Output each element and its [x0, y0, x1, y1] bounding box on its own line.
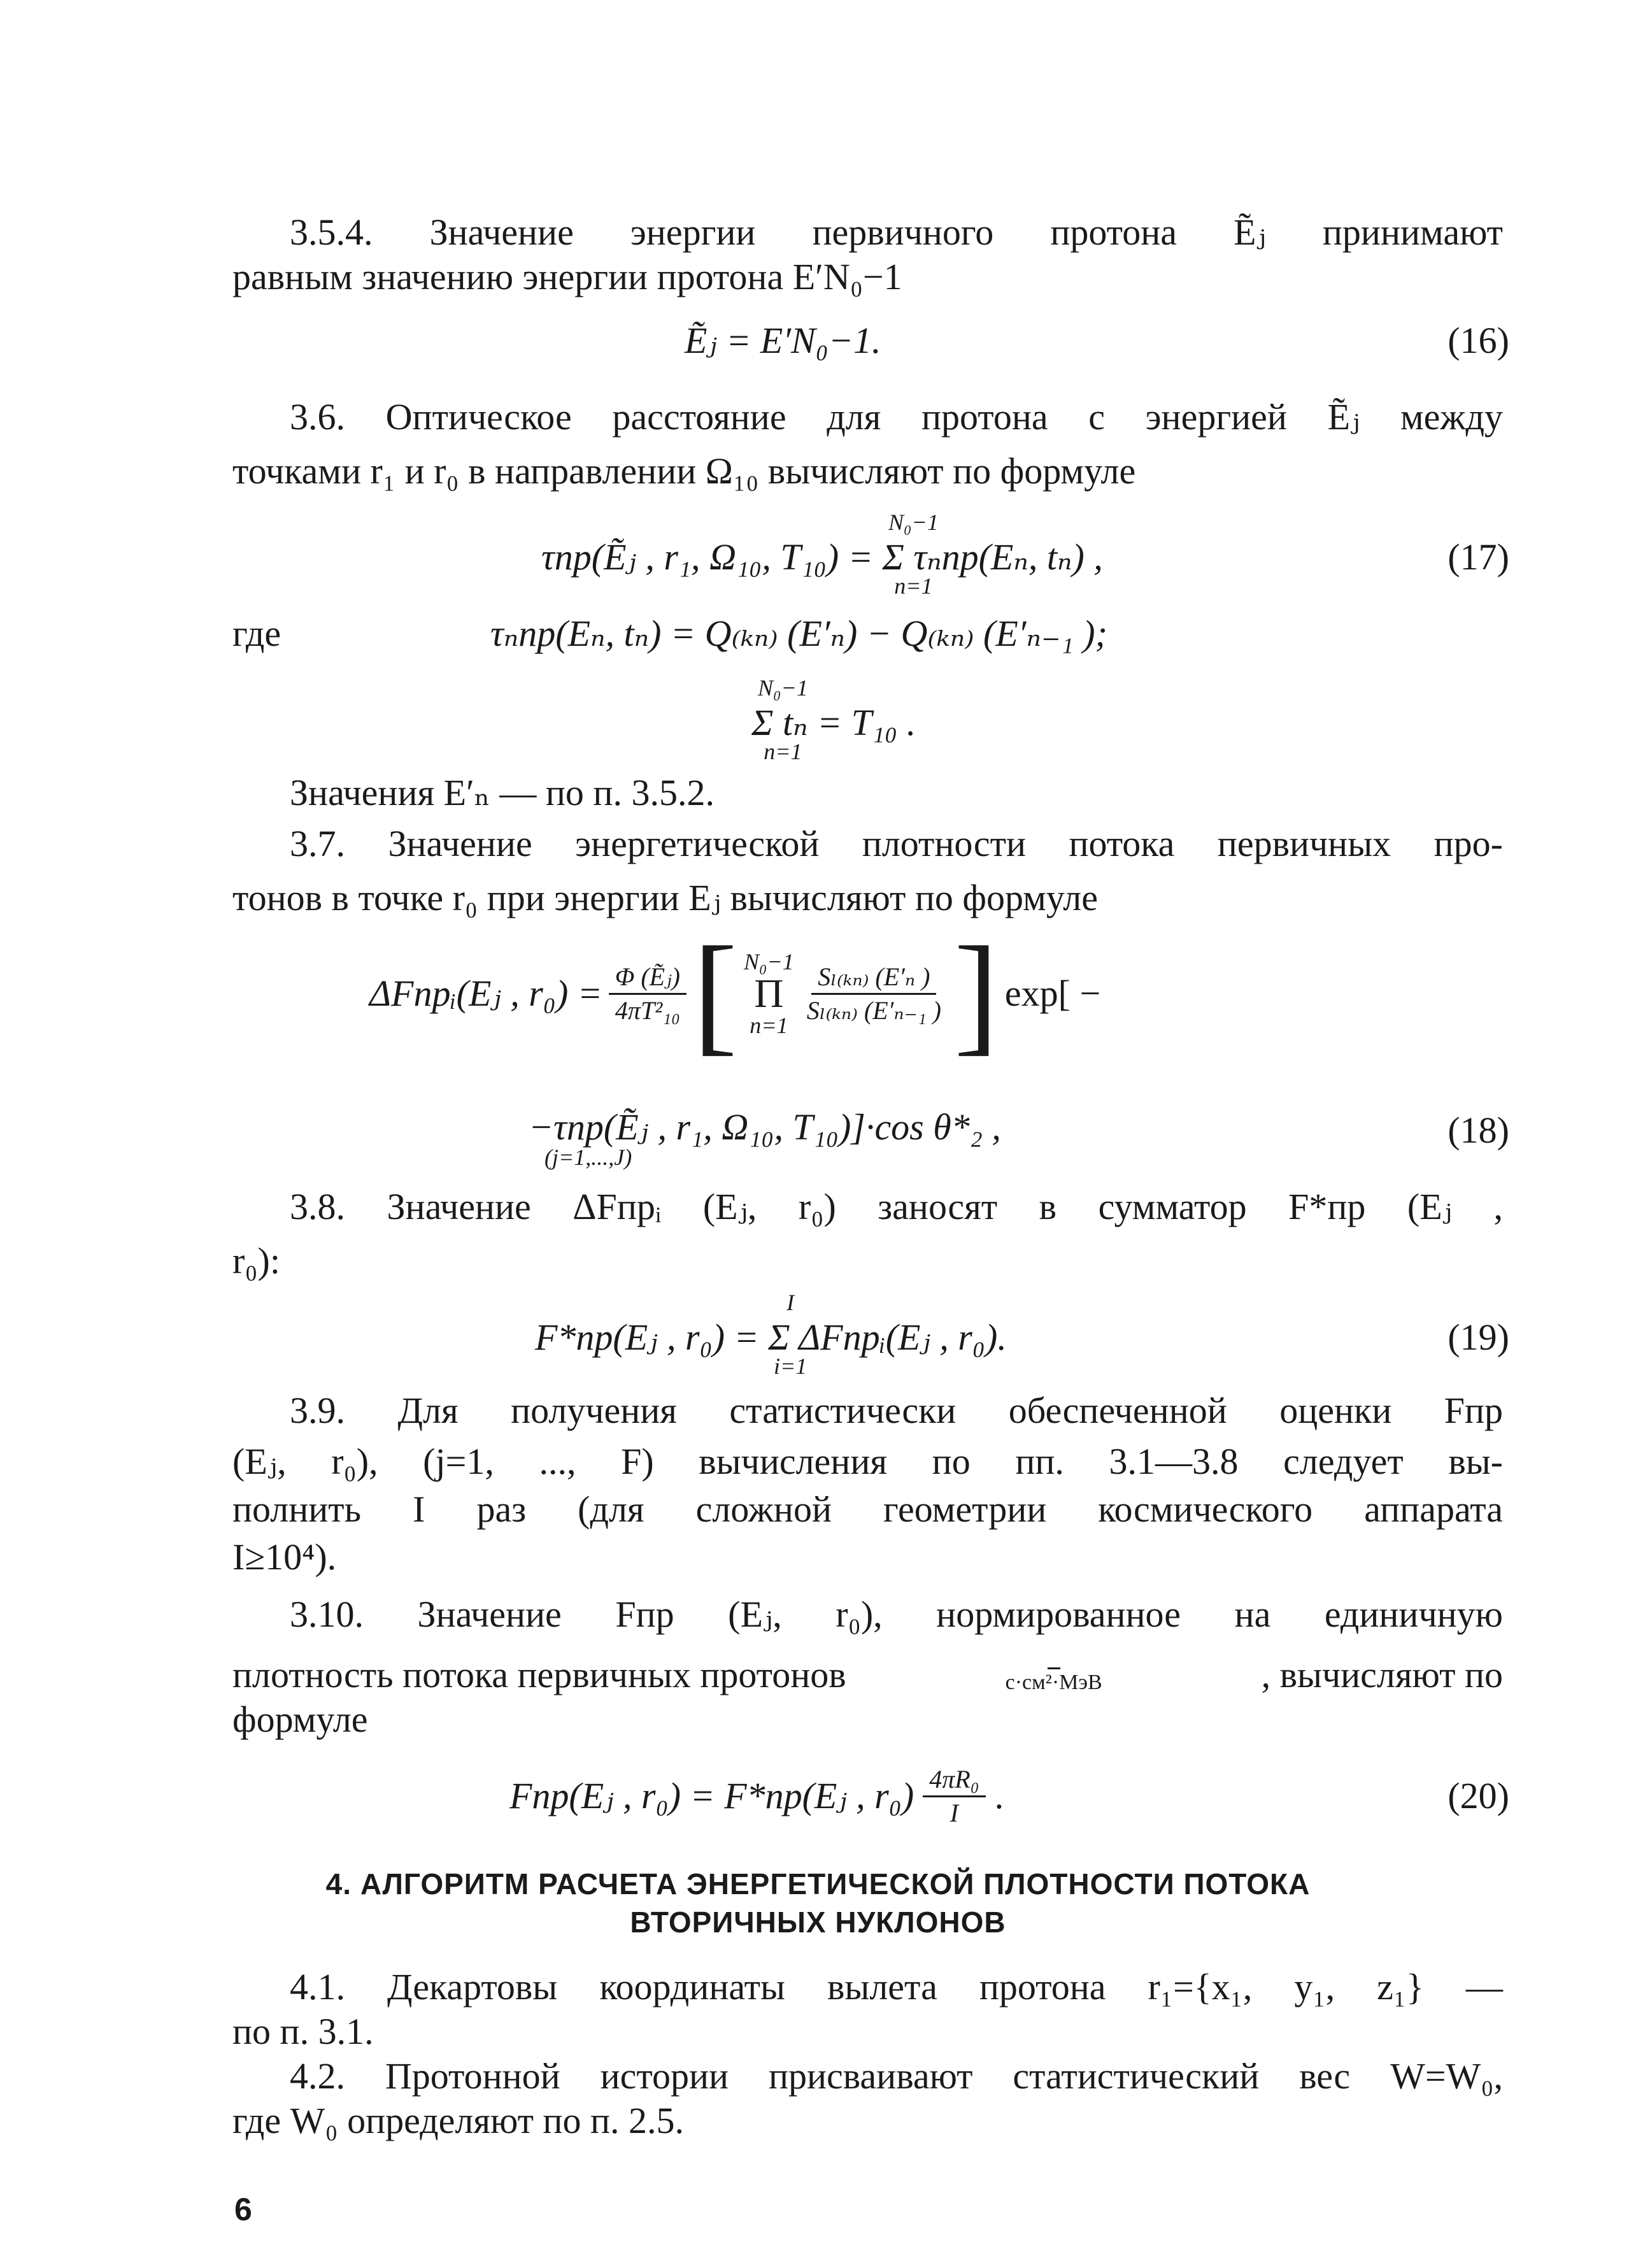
equation-number-19: (19) — [1448, 1316, 1509, 1358]
equation-number-17: (17) — [1448, 536, 1509, 578]
para-4-1-line1: 4.1. Декартовы координаты вылета протона r₁={x₁, y₁, z₁} — — [290, 1966, 1503, 2008]
equation-18-right-bracket: ] — [953, 920, 999, 1067]
equation-18-ratio — [800, 961, 948, 1027]
para-3-8-line2: r₀): — [232, 1240, 280, 1281]
para-3-10-line1: 3.10. Значение Fпр (Eⱼ, r₀), нормированное на единичную — [290, 1594, 1503, 1635]
flux-unit-den: с·см²·МэВ — [1005, 1670, 1102, 1694]
equation-18-lhs: ΔFпрᵢ(Eⱼ , r₀) = — [369, 973, 602, 1014]
values-note: Значения E′ₙ — по п. 3.5.2. — [290, 772, 715, 813]
equation-18-product-top: N₀−1 — [743, 949, 794, 974]
para-4-2-line1: 4.2. Протонной истории присваивают статистический вес W=W₀, — [290, 2055, 1503, 2097]
para-3-10-line2 — [232, 1646, 1503, 1704]
equation-18-prefactor — [609, 961, 686, 1027]
para-3-9-line2: (Eⱼ, r₀), (j=1, ..., F) вычисления по пп. 3.1—3.8 следует вы- — [232, 1441, 1503, 1482]
equation-17-sum-bottom: n=1 — [894, 573, 933, 599]
equation-19: F*пр(Eⱼ , r₀) = Σ ΔFпрᵢ(Eⱼ , r₀). — [535, 1316, 1007, 1358]
equation-20 — [509, 1755, 1274, 1837]
equation-18-ratio-den: Sₗ₍ₖₙ₎ (E′ₙ₋₁ ) — [806, 995, 941, 1025]
equation-17-t-sum: Σ tₙ = T₁₀ . — [751, 702, 916, 743]
equation-17-tau-def: τₙпр(Eₙ, tₙ) = Q₍ₖₙ₎ (E′ₙ) − Q₍ₖₙ₎ (E′ₙ₋₁ ); — [490, 613, 1107, 654]
para-3-7-line2: тонов в точке r₀ при энергии Eⱼ вычисляют по формуле — [232, 877, 1098, 918]
flux-unit-num — [1048, 1655, 1060, 1669]
equation-17-t-sum-top: N₀−1 — [758, 675, 808, 701]
equation-number-20: (20) — [1448, 1775, 1509, 1816]
equation-18-product-bottom: n=1 — [750, 1013, 788, 1038]
equation-18-prefactor-num: Φ (Ẽⱼ) — [609, 961, 686, 995]
para-3-9-line3: полнить I раз (для сложной геометрии космического аппарата — [232, 1488, 1503, 1530]
para-4-2-line2: где W₀ определяют по п. 2.5. — [232, 2100, 684, 2141]
equation-16: Ẽⱼ = E′N₀−1. — [685, 320, 881, 361]
para-3-6-line2: точками r₁ и r₀ в направлении Ω₁₀ вычисляют по формуле — [232, 450, 1136, 492]
equation-19-sum-top: I — [786, 1290, 795, 1315]
para-3-10-line2-tail: , вычисляют по — [1261, 1654, 1503, 1695]
equation-18-ratio-num: Sₗ₍ₖₙ₎ (E′ₙ ) — [811, 961, 936, 995]
equation-18-left-bracket: [ — [693, 920, 737, 1067]
equation-17-t-sum-bottom: n=1 — [764, 739, 802, 764]
equation-20-end: . — [994, 1775, 1004, 1816]
equation-20-fraction-den: I — [950, 1798, 959, 1827]
equation-18-product — [744, 949, 794, 1038]
para-3-10-line2-text: плотность потока первичных протонов — [232, 1654, 846, 1695]
flux-unit — [999, 1655, 1109, 1696]
para-3-10-line3: формуле — [232, 1699, 368, 1740]
equation-18-range: (j=1,...,J) — [544, 1145, 632, 1170]
section-4-heading-line2: ВТОРИЧНЫХ НУКЛОНОВ — [630, 1906, 1006, 1939]
equation-20-fraction-num: 4πR₀ — [923, 1764, 985, 1797]
where-label: где — [232, 613, 281, 654]
equation-18-prefactor-den: 4πT²₁₀ — [615, 995, 680, 1025]
equation-18-product-sign: Π — [754, 971, 784, 1016]
equation-20-lhs: Fпр(Eⱼ , r₀) = F*пр(Eⱼ , r₀) — [509, 1775, 914, 1816]
equation-18-exp: exp[ − — [1004, 973, 1101, 1014]
para-3-5-4-line2: равным значению энергии протона E′N₀−1 — [232, 256, 902, 297]
equation-18 — [369, 920, 1293, 1067]
equation-19-sum-bottom: i=1 — [774, 1353, 807, 1379]
para-3-9-line1: 3.9. Для получения статистически обеспеченной оценки Fпр — [290, 1390, 1503, 1431]
para-3-6-line1: 3.6. Оптическое расстояние для протона с энергией Ẽⱼ между — [290, 396, 1503, 438]
equation-17-sum-limits — [888, 510, 939, 599]
equation-17-body: τпр(Ẽⱼ , r₁, Ω₁₀, T₁₀) = Σ τₙпр(Eₙ, tₙ) , — [541, 536, 1103, 578]
equation-number-18: (18) — [1448, 1109, 1509, 1151]
section-4-heading-line1: 4. АЛГОРИТМ РАСЧЕТА ЭНЕРГЕТИЧЕСКОЙ ПЛОТНОСТИ ПОТОКА — [325, 1867, 1311, 1901]
equation-number-16: (16) — [1448, 320, 1509, 361]
equation-20-fraction — [923, 1764, 985, 1829]
para-4-1-line2: по п. 3.1. — [232, 2011, 374, 2052]
para-3-8-line1: 3.8. Значение ΔFпрᵢ (Eⱼ, r₀) заносят в сумматор F*пр (Eⱼ , — [290, 1186, 1503, 1227]
equation-17-sum-top: N₀−1 — [888, 510, 939, 535]
para-3-9-line4: I≥10⁴). — [232, 1536, 337, 1578]
page-number: 6 — [234, 2192, 252, 2227]
equation-18-continuation: −τпр(Ẽⱼ , r₁, Ω₁₀, T₁₀)]·cos θ*₂ , — [529, 1106, 1001, 1148]
para-3-7-line1: 3.7. Значение энергетической плотности потока первичных про- — [290, 823, 1503, 864]
para-3-5-4-line1: 3.5.4. Значение энергии первичного протона Ẽⱼ принимают — [290, 211, 1503, 253]
